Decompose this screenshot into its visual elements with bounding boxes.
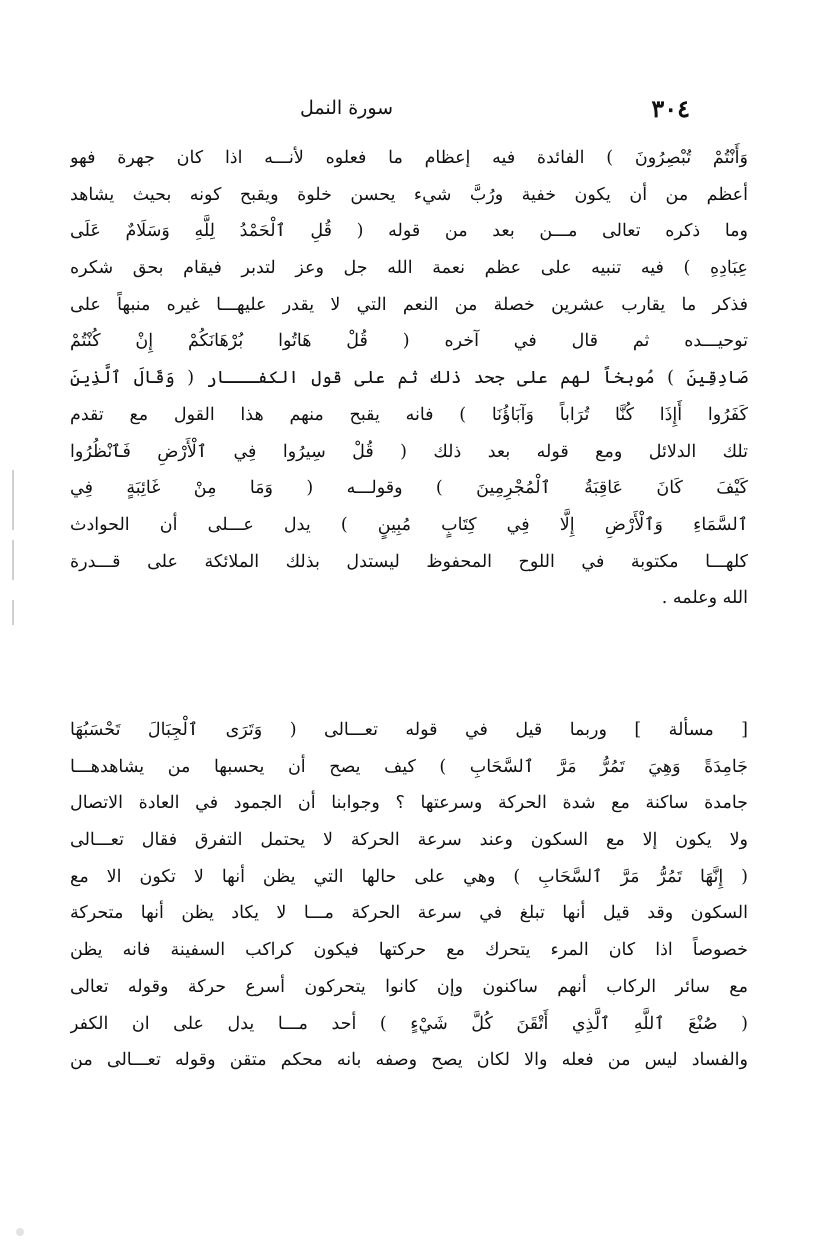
- text-line: والفساد ليس من فعله والا لكان يصح وصفه بانه محكم متقن وقوله تعـــالى من: [70, 1050, 748, 1071]
- text-line: كلهـــا مكتوبة في اللوح المحفوظ ليستدل بذلك الملائكة على قـــدرة: [70, 551, 748, 572]
- text-line: ٱلسَّمَاءِ وَٱلْأَرْضِ إِلَّا فِي كِتَابٍ مُبِينٍ ) يدل عـــلى أن الحوادث: [70, 514, 748, 535]
- text-line: كَيْفَ كَانَ عَاقِبَةُ ٱلْمُجْرِمِينَ ) وقولـــه ( وَمَا مِنْ غَائِبَةٍ فِي: [70, 478, 748, 499]
- text-line: السكون وقد قيل أنها تبلغ في سرعة الحركة مـــا لا يكاد يظن أنها متحركة: [70, 903, 748, 924]
- text-line: مع سائر الركاب أنهم ساكنون وإن كانوا يتحركون أسرع حركة وقوله تعالى: [70, 976, 748, 997]
- text-line: كَفَرُوا أَإِذَا كُنَّا تُرَاباً وَآبَاؤُنَا ) فانه يقبح منهم هذا القول مع تقدم: [70, 404, 748, 425]
- text-line: وَأَنْتُمْ تُبْصِرُونَ ) الفائدة فيه إعظام ما فعلوه لأنـــه اذا كان جهرة فهو: [70, 148, 748, 168]
- text-line: صَادِقِينَ ) مُوبخاً لهم على جحد ذلك ثم على قول الكفـــار ( وَقَالَ ٱلَّذِينَ: [70, 368, 748, 389]
- text-line: فذكر ما يقارب عشرين خصلة من النعم التي لا يقدر عليهـــا غيره منبهاً على: [70, 294, 748, 315]
- text-line: خصوصاً اذا كان المرء يتحرك مع حركتها فيكون كراكب السفينة فانه يظن: [70, 940, 748, 961]
- text-line: وما ذكره تعالى مـــن بعد من قوله ( قُلِ ٱلْحَمْدُ لِلَّهِ وَسَلَامٌ عَلَى: [70, 221, 748, 242]
- text-line: توحيـــده ثم قال في آخره ( قُلْ هَاتُوا بُرْهَانَكُمْ إِنْ كُنْتُمْ: [70, 331, 748, 352]
- page-header: [300, 88, 690, 128]
- scan-artifact: [12, 470, 14, 530]
- text-line: أعظم من أن يكون خفية ورُبَّ شيء يحسن خلوة ويقبح كونه بحيث يشاهد: [70, 184, 748, 205]
- text-line: عِبَادِهِ ) فيه تنبيه على عظم نعمة الله جل وعز لتدبر فيقام بحق شكره: [70, 258, 748, 279]
- text-line: [ مسألة ] وربما قيل في قوله تعـــالى ( وَتَرَى ٱلْجِبَالَ تَحْسَبُهَا: [70, 720, 748, 740]
- text-line: جَامِدَةً وَهِيَ تَمُرُّ مَرَّ ٱلسَّحَابِ ) كيف يصح أن يحسبها من يشاهدهـــا: [70, 756, 748, 777]
- text-line: ( صُنْعَ ٱللَّهِ ٱلَّذِي أَتْقَنَ كُلَّ شَيْءٍ ) أحد مـــا يدل على ان الكفر: [70, 1013, 748, 1034]
- scan-artifact: [12, 540, 14, 580]
- text-line: ( إِنَّهَا تَمُرُّ مَرَّ ٱلسَّحَابِ ) وهي على حالها التي يظن أنها لا تكون الا مع: [70, 866, 748, 887]
- scan-artifact: [16, 1228, 24, 1236]
- page-number: ٣٠٤: [651, 93, 690, 123]
- commentary-paragraph-1: [70, 140, 748, 617]
- scan-artifact: [12, 600, 14, 625]
- text-line: ولا يكون إلا مع السكون وعند سرعة الحركة لا يحتمل التفرق فقال تعـــالى: [70, 830, 748, 851]
- text-line: جامدة ساكنة مع شدة الحركة وسرعتها ؟ وجوابنا أن الجمود في العادة الاتصال: [70, 793, 748, 814]
- chapter-title: سورة النمل: [300, 97, 394, 119]
- text-line: تلك الدلائل ومع قوله بعد ذلك ( قُلْ سِيرُوا فِي ٱلْأَرْضِ فَٱنْظُرُوا: [70, 441, 748, 462]
- text-line: الله وعلمه .: [661, 588, 748, 609]
- masala-paragraph: [70, 712, 748, 1079]
